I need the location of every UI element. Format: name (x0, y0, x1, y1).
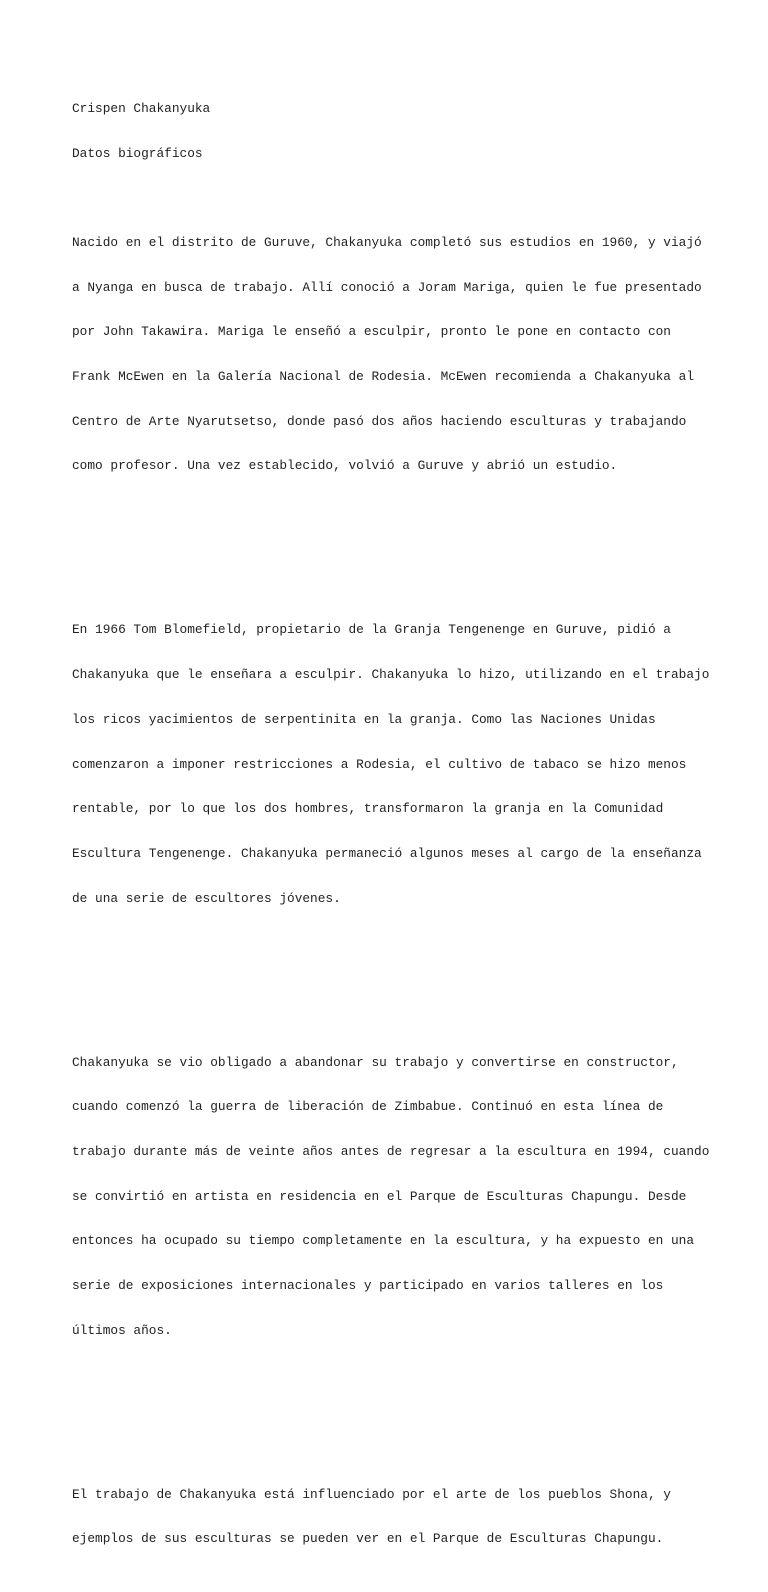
paragraph-line: En 1966 Tom Blomefield, propietario de la Granja Tengenenge en Guruve, pidió a (72, 622, 671, 638)
paragraph-gap (72, 1398, 712, 1413)
paragraph-line: Escultura Tengenenge. Chakanyuka permaneció algunos meses al cargo de la enseñanza (72, 845, 702, 861)
paragraph-line: rentable, por lo que los dos hombres, transformaron la granja en la Comunidad (72, 801, 664, 817)
paragraph-line: trabajo durante más de veinte años antes de regresar a la escultura en 1994, cuando (72, 1143, 710, 1159)
paragraph-1 (72, 206, 712, 504)
paragraph-line: por John Takawira. Mariga le enseñó a esculpir, pronto le pone en contacto con (72, 324, 671, 340)
paragraph-line: de una serie de escultores jóvenes. (72, 890, 341, 906)
paragraph-line: serie de exposiciones internacionales y participado en varios talleres en los (72, 1278, 664, 1294)
paragraph-line: como profesor. Una vez establecido, volvió a Guruve y abrió un estudio. (72, 458, 618, 474)
paragraph-2 (72, 594, 712, 937)
paragraph-line: cuando comenzó la guerra de liberación de Zimbabue. Continuó en esta línea de (72, 1099, 664, 1115)
paragraph-line: los ricos yacimientos de serpentinita en la granja. Como las Naciones Unidas (72, 711, 656, 727)
paragraph-gap (72, 966, 712, 981)
paragraph-line: Chakanyuka se vio obligado a abandonar su trabajo y convertirse en constructor, (72, 1054, 679, 1070)
paragraph-line: El trabajo de Chakanyuka está influenciado por el arte de los pueblos Shona, y (72, 1486, 671, 1502)
paragraph-line: Chakanyuka que le enseñara a esculpir. Chakanyuka lo hizo, utilizando en el trabajo (72, 667, 710, 683)
paragraph-line: a Nyanga en busca de trabajo. Allí conoció a Joram Mariga, quien le fue presentado (72, 279, 702, 295)
document-subtitle: Datos biográficos (72, 145, 203, 161)
paragraph-line: se convirtió en artista en residencia en el Parque de Esculturas Chapungu. Desde (72, 1188, 687, 1204)
document-page (72, 72, 712, 1592)
paragraph-gap (72, 534, 712, 549)
document-title: Crispen Chakanyuka (72, 100, 211, 116)
paragraph-line: Frank McEwen en la Galería Nacional de Rodesia. McEwen recomienda a Chakanyuka al (72, 369, 695, 385)
paragraph-3 (72, 1026, 712, 1369)
paragraph-line: entonces ha ocupado su tiempo completamente en la escultura, y ha expuesto en una (72, 1233, 695, 1249)
paragraph-line: Nacido en el distrito de Guruve, Chakanyuka completó sus estudios en 1960, y viajó (72, 234, 702, 250)
paragraph-4 (72, 1458, 712, 1577)
paragraph-line: últimos años. (72, 1322, 172, 1338)
paragraph-line: Centro de Arte Nyarutsetso, donde pasó dos años haciendo esculturas y trabajando (72, 413, 687, 429)
paragraph-line: ejemplos de sus esculturas se pueden ver en el Parque de Esculturas Chapungu. (72, 1531, 664, 1547)
paragraph-line: comenzaron a imponer restricciones a Rodesia, el cultivo de tabaco se hizo menos (72, 756, 687, 772)
